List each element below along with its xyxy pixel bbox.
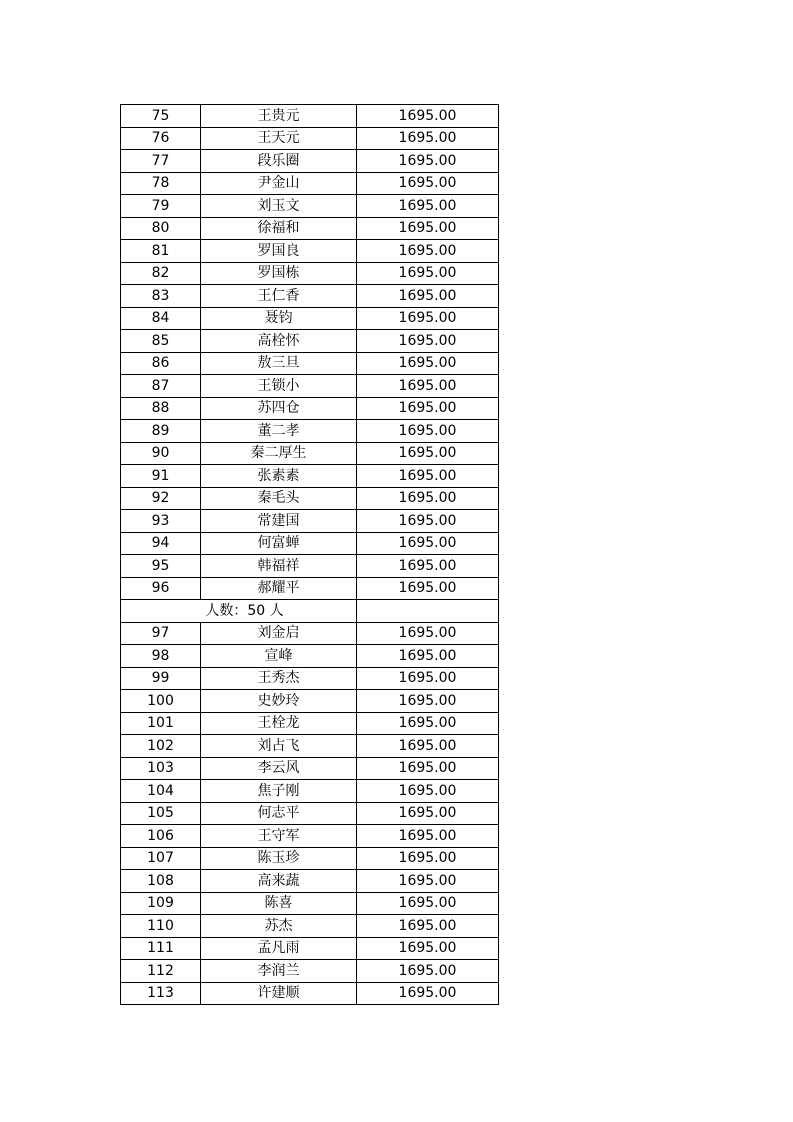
amount: 1695.00 xyxy=(357,577,499,600)
table-row xyxy=(121,690,499,713)
amount: 1695.00 xyxy=(357,442,499,465)
row-number: 106 xyxy=(121,825,201,848)
person-name: 韩福祥 xyxy=(201,555,357,578)
table-row xyxy=(121,937,499,960)
table-row xyxy=(121,735,499,758)
person-name: 秦二厚生 xyxy=(201,442,357,465)
table-row xyxy=(121,465,499,488)
amount: 1695.00 xyxy=(357,307,499,330)
person-name: 刘金启 xyxy=(201,622,357,645)
amount: 1695.00 xyxy=(357,150,499,173)
row-number: 89 xyxy=(121,420,201,443)
row-number: 101 xyxy=(121,712,201,735)
person-name: 刘占飞 xyxy=(201,735,357,758)
amount: 1695.00 xyxy=(357,667,499,690)
amount: 1695.00 xyxy=(357,802,499,825)
person-name: 王秀杰 xyxy=(201,667,357,690)
table-row xyxy=(121,847,499,870)
row-number: 92 xyxy=(121,487,201,510)
amount: 1695.00 xyxy=(357,735,499,758)
person-name: 王仁香 xyxy=(201,285,357,308)
person-name: 何富蝉 xyxy=(201,532,357,555)
row-number: 94 xyxy=(121,532,201,555)
table-row xyxy=(121,217,499,240)
amount: 1695.00 xyxy=(357,127,499,150)
row-number: 91 xyxy=(121,465,201,488)
person-name: 高栓怀 xyxy=(201,330,357,353)
table-row xyxy=(121,757,499,780)
person-name: 徐福和 xyxy=(201,217,357,240)
person-name: 王锁小 xyxy=(201,375,357,398)
amount: 1695.00 xyxy=(357,937,499,960)
person-name: 王守军 xyxy=(201,825,357,848)
row-number: 105 xyxy=(121,802,201,825)
person-name: 焦子刚 xyxy=(201,780,357,803)
row-number: 83 xyxy=(121,285,201,308)
person-name: 罗国良 xyxy=(201,240,357,263)
table-row xyxy=(121,622,499,645)
row-number: 81 xyxy=(121,240,201,263)
row-number: 113 xyxy=(121,982,201,1005)
table-row xyxy=(121,532,499,555)
row-number: 108 xyxy=(121,870,201,893)
person-name: 秦毛头 xyxy=(201,487,357,510)
table-row xyxy=(121,577,499,600)
row-number: 75 xyxy=(121,105,201,128)
amount: 1695.00 xyxy=(357,487,499,510)
amount: 1695.00 xyxy=(357,195,499,218)
table-row xyxy=(121,195,499,218)
amount: 1695.00 xyxy=(357,780,499,803)
table-row xyxy=(121,982,499,1005)
amount: 1695.00 xyxy=(357,870,499,893)
person-name: 常建国 xyxy=(201,510,357,533)
table-row xyxy=(121,555,499,578)
person-name: 段乐圈 xyxy=(201,150,357,173)
amount: 1695.00 xyxy=(357,172,499,195)
person-name: 敖三旦 xyxy=(201,352,357,375)
table-row xyxy=(121,712,499,735)
person-name: 陈喜 xyxy=(201,892,357,915)
row-number: 95 xyxy=(121,555,201,578)
amount: 1695.00 xyxy=(357,262,499,285)
table-row xyxy=(121,870,499,893)
headcount-cell xyxy=(121,600,357,623)
table-row xyxy=(121,127,499,150)
row-number: 107 xyxy=(121,847,201,870)
row-number: 96 xyxy=(121,577,201,600)
table-row xyxy=(121,262,499,285)
table-row xyxy=(121,802,499,825)
person-name: 何志平 xyxy=(201,802,357,825)
row-number: 77 xyxy=(121,150,201,173)
table-row xyxy=(121,825,499,848)
amount: 1695.00 xyxy=(357,330,499,353)
table-row xyxy=(121,375,499,398)
row-number: 102 xyxy=(121,735,201,758)
table-row xyxy=(121,780,499,803)
amount: 1695.00 xyxy=(357,532,499,555)
person-name: 罗国栋 xyxy=(201,262,357,285)
row-number: 76 xyxy=(121,127,201,150)
amount: 1695.00 xyxy=(357,757,499,780)
amount: 1695.00 xyxy=(357,915,499,938)
table-row xyxy=(121,330,499,353)
row-number: 85 xyxy=(121,330,201,353)
row-number: 79 xyxy=(121,195,201,218)
table-row xyxy=(121,150,499,173)
row-number: 103 xyxy=(121,757,201,780)
amount: 1695.00 xyxy=(357,825,499,848)
table-row xyxy=(121,960,499,983)
amount: 1695.00 xyxy=(357,712,499,735)
table-row xyxy=(121,285,499,308)
person-name: 宣峰 xyxy=(201,645,357,668)
person-name: 聂钧 xyxy=(201,307,357,330)
table-row xyxy=(121,915,499,938)
person-name: 苏四仓 xyxy=(201,397,357,420)
amount: 1695.00 xyxy=(357,397,499,420)
person-name: 苏杰 xyxy=(201,915,357,938)
table-row xyxy=(121,307,499,330)
empty-cell xyxy=(357,600,499,623)
row-number: 84 xyxy=(121,307,201,330)
amount: 1695.00 xyxy=(357,217,499,240)
row-number: 98 xyxy=(121,645,201,668)
amount: 1695.00 xyxy=(357,420,499,443)
amount: 1695.00 xyxy=(357,892,499,915)
row-number: 99 xyxy=(121,667,201,690)
row-number: 80 xyxy=(121,217,201,240)
roster-body xyxy=(121,105,499,1005)
row-number: 82 xyxy=(121,262,201,285)
row-number: 112 xyxy=(121,960,201,983)
row-number: 109 xyxy=(121,892,201,915)
table-row xyxy=(121,172,499,195)
row-number: 97 xyxy=(121,622,201,645)
amount: 1695.00 xyxy=(357,465,499,488)
amount: 1695.00 xyxy=(357,982,499,1005)
row-number: 88 xyxy=(121,397,201,420)
amount: 1695.00 xyxy=(357,105,499,128)
row-number: 100 xyxy=(121,690,201,713)
table-row xyxy=(121,240,499,263)
person-name: 孟凡雨 xyxy=(201,937,357,960)
table-row xyxy=(121,645,499,668)
row-number: 86 xyxy=(121,352,201,375)
table-row xyxy=(121,105,499,128)
amount: 1695.00 xyxy=(357,622,499,645)
amount: 1695.00 xyxy=(357,375,499,398)
person-name: 王贵元 xyxy=(201,105,357,128)
person-name: 许建顺 xyxy=(201,982,357,1005)
row-number: 104 xyxy=(121,780,201,803)
amount: 1695.00 xyxy=(357,352,499,375)
row-number: 110 xyxy=(121,915,201,938)
table-row xyxy=(121,397,499,420)
amount: 1695.00 xyxy=(357,645,499,668)
person-name: 王栓龙 xyxy=(201,712,357,735)
person-name: 李云风 xyxy=(201,757,357,780)
row-number: 111 xyxy=(121,937,201,960)
person-name: 李润兰 xyxy=(201,960,357,983)
row-number: 93 xyxy=(121,510,201,533)
row-number: 90 xyxy=(121,442,201,465)
table-row xyxy=(121,442,499,465)
amount: 1695.00 xyxy=(357,690,499,713)
amount: 1695.00 xyxy=(357,240,499,263)
table-row xyxy=(121,510,499,533)
row-number: 78 xyxy=(121,172,201,195)
table-row xyxy=(121,420,499,443)
table-row xyxy=(121,352,499,375)
person-name: 史妙玲 xyxy=(201,690,357,713)
person-name: 陈玉珍 xyxy=(201,847,357,870)
person-name: 张素素 xyxy=(201,465,357,488)
table-row xyxy=(121,487,499,510)
roster-table xyxy=(120,104,499,1005)
amount: 1695.00 xyxy=(357,555,499,578)
amount: 1695.00 xyxy=(357,847,499,870)
person-name: 郝耀平 xyxy=(201,577,357,600)
amount: 1695.00 xyxy=(357,510,499,533)
table-row xyxy=(121,892,499,915)
amount: 1695.00 xyxy=(357,960,499,983)
person-name: 刘玉文 xyxy=(201,195,357,218)
headcount-label: 人数：50 人 xyxy=(205,602,284,619)
summary-row xyxy=(121,600,499,623)
row-number: 87 xyxy=(121,375,201,398)
person-name: 王天元 xyxy=(201,127,357,150)
table-row xyxy=(121,667,499,690)
amount: 1695.00 xyxy=(357,285,499,308)
person-name: 董二孝 xyxy=(201,420,357,443)
person-name: 高来蔬 xyxy=(201,870,357,893)
person-name: 尹金山 xyxy=(201,172,357,195)
